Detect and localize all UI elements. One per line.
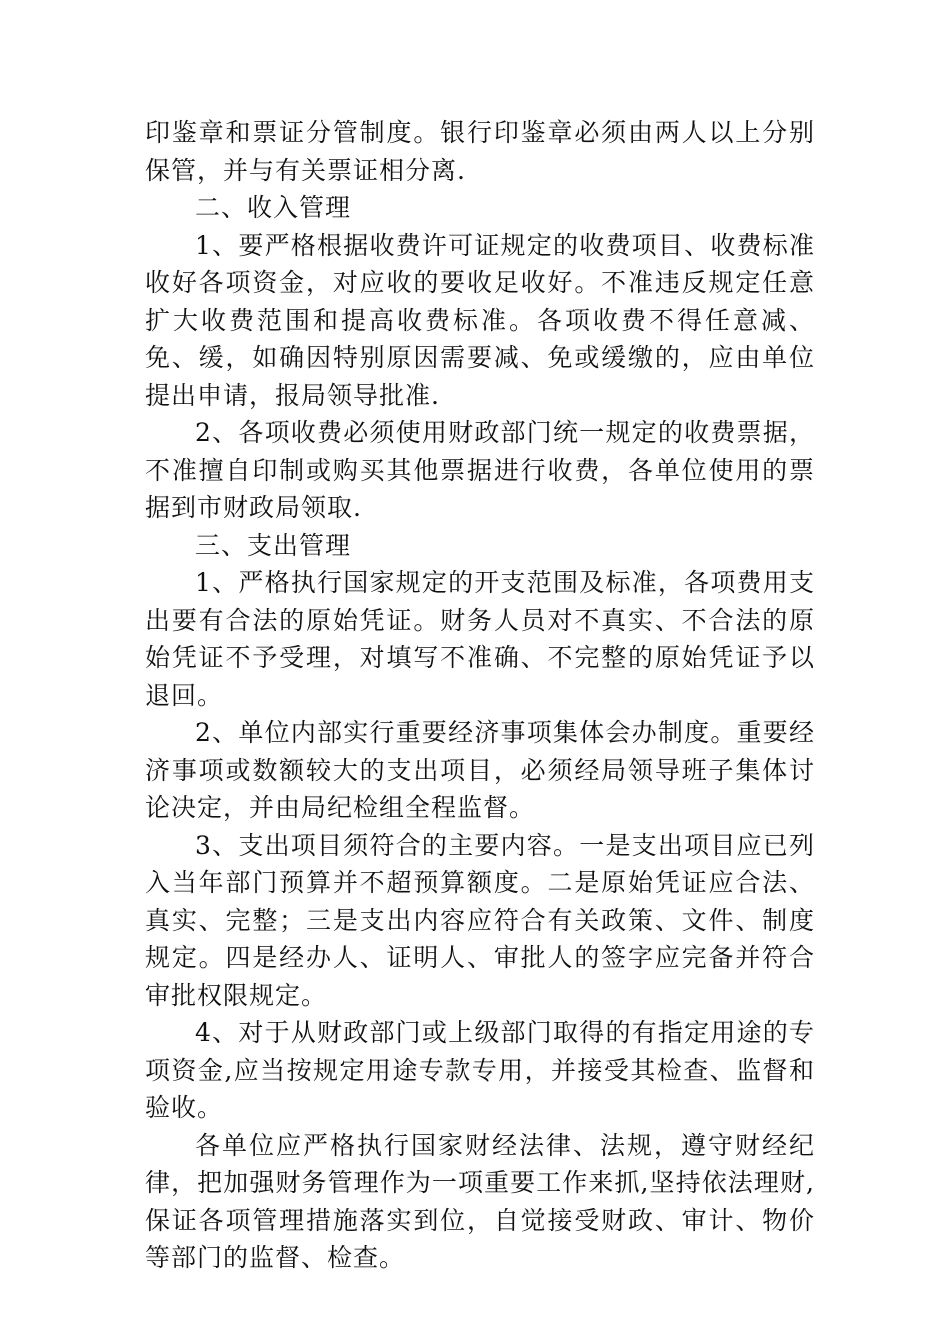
paragraph-income-1: 1、要严格根据收费许可证规定的收费项目、收费标准收好各项资金，对应收的要收足收好。不准违反规定任意扩大收费范围和提高收费标准。各项收费不得任意减、免、缓，如确因特别原因需要减、免或缓缴的，应由单位提出申请，报局领导批准. — [145, 230, 815, 410]
paragraph-closing: 各单位应严格执行国家财经法律、法规，遵守财经纪律，把加强财务管理作为一项重要工作来抓,坚持依法理财,保证各项管理措施落实到位，自觉接受财政、审计、物价等部门的监督、检查。 — [145, 1130, 815, 1272]
paragraph-expense-2: 2、单位内部实行重要经济事项集体会办制度。重要经济事项或数额较大的支出项目，必须经局领导班子集体讨论决定，并由局纪检组全程监督。 — [145, 718, 815, 822]
paragraph-expense-4: 4、对于从财政部门或上级部门取得的有指定用途的专项资金,应当按规定用途专款专用，并接受其检查、监督和验收。 — [145, 1018, 815, 1122]
paragraph-continuation: 印鉴章和票证分管制度。银行印鉴章必须由两人以上分别保管，并与有关票证相分离. — [145, 118, 815, 185]
paragraph-expense-3: 3、支出项目须符合的主要内容。一是支出项目应已列入当年部门预算并不超预算额度。二是原始凭证应合法、真实、完整；三是支出内容应符合有关政策、文件、制度规定。四是经办人、证明人、审批人的签字应完备并符合审批权限规定。 — [145, 830, 815, 1010]
section-heading-income: 二、收入管理 — [195, 193, 352, 222]
section-heading-expense: 三、支出管理 — [195, 530, 352, 560]
document-page — [145, 114, 815, 1277]
paragraph-expense-1: 1、严格执行国家规定的开支范围及标准，各项费用支出要有合法的原始凭证。财务人员对不真实、不合法的原始凭证不予受理，对填写不准确、不完整的原始凭证予以退回。 — [145, 568, 815, 710]
paragraph-income-2: 2、各项收费必须使用财政部门统一规定的收费票据，不准擅自印制或购买其他票据进行收费，各单位使用的票据到市财政局领取. — [145, 418, 815, 522]
